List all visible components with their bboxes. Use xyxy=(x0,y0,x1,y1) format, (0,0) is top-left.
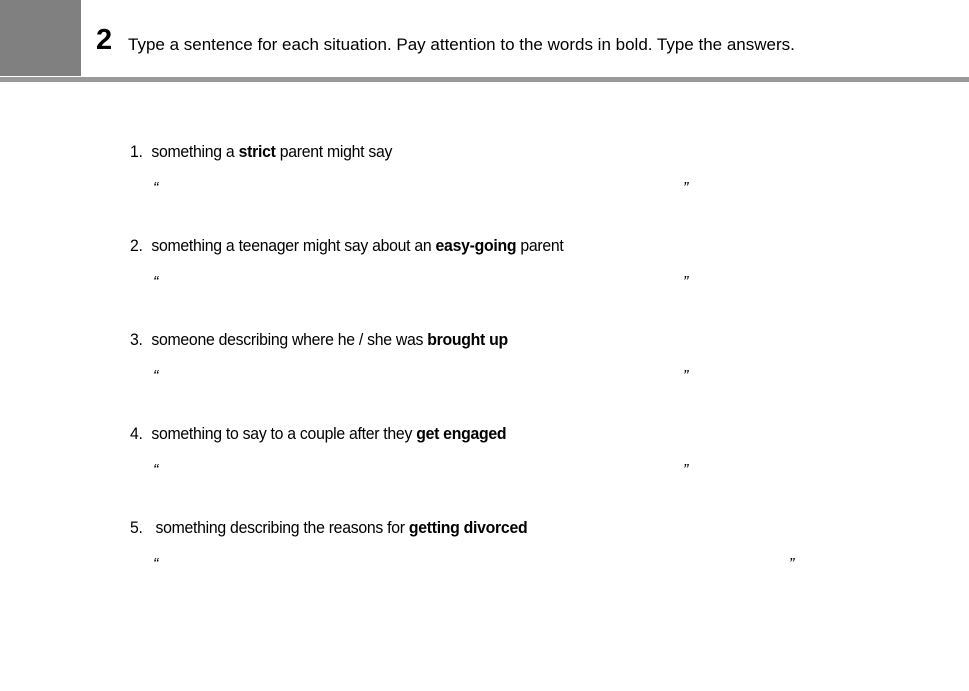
item-prompt xyxy=(130,517,874,539)
close-quote: ” xyxy=(683,368,689,385)
open-quote: “ xyxy=(153,556,159,573)
exercise-item-4 xyxy=(130,423,930,479)
item-prompt xyxy=(130,329,874,351)
header-divider xyxy=(0,77,969,82)
item-number: 2. xyxy=(130,236,143,255)
exercise-instructions: Type a sentence for each situation. Pay attention to the words in bold. Type the answers. xyxy=(128,35,795,54)
bold-keyword: brought up xyxy=(427,330,508,349)
answer-row xyxy=(130,181,830,205)
bold-keyword: get engaged xyxy=(416,424,507,443)
exercise-item-5 xyxy=(130,517,930,573)
close-quote: ” xyxy=(789,556,795,573)
item-prompt xyxy=(130,141,874,163)
prompt-text-end: parent might say xyxy=(275,142,393,161)
exercise-item-3 xyxy=(130,329,930,385)
item-number: 1. xyxy=(130,142,143,161)
item-number: 3. xyxy=(130,330,143,349)
answer-row xyxy=(130,557,830,581)
close-quote: ” xyxy=(683,462,689,479)
bold-keyword: easy-going xyxy=(435,236,517,255)
exercise-header xyxy=(0,0,969,80)
open-quote: “ xyxy=(153,180,159,197)
answer-input-3[interactable] xyxy=(164,367,674,387)
prompt-text: something a xyxy=(151,142,239,161)
answer-row xyxy=(130,463,830,487)
exercise-item-2 xyxy=(130,235,930,291)
prompt-text: something to say to a couple after they xyxy=(151,424,417,443)
exercise-number: 2 xyxy=(96,24,113,56)
item-prompt xyxy=(130,423,874,445)
answer-input-1[interactable] xyxy=(164,179,674,199)
prompt-text-end: parent xyxy=(516,236,564,255)
prompt-text: something a teenager might say about an xyxy=(151,236,436,255)
close-quote: ” xyxy=(683,274,689,291)
item-number: 4. xyxy=(130,424,143,443)
answer-input-4[interactable] xyxy=(164,461,674,481)
answer-row xyxy=(130,369,830,393)
bold-keyword: strict xyxy=(238,142,276,161)
item-prompt xyxy=(130,235,874,257)
open-quote: “ xyxy=(153,462,159,479)
open-quote: “ xyxy=(153,274,159,291)
open-quote: “ xyxy=(153,368,159,385)
item-number: 5. xyxy=(130,518,143,537)
bold-keyword: getting divorced xyxy=(408,518,528,537)
prompt-text: someone describing where he / she was xyxy=(151,330,428,349)
prompt-text: something describing the reasons for xyxy=(151,518,409,537)
answer-row xyxy=(130,275,830,299)
header-grey-block xyxy=(0,0,81,76)
answer-input-2[interactable] xyxy=(164,273,674,293)
close-quote: ” xyxy=(683,180,689,197)
exercise-item-1 xyxy=(130,141,930,197)
answer-input-5[interactable] xyxy=(164,555,780,575)
